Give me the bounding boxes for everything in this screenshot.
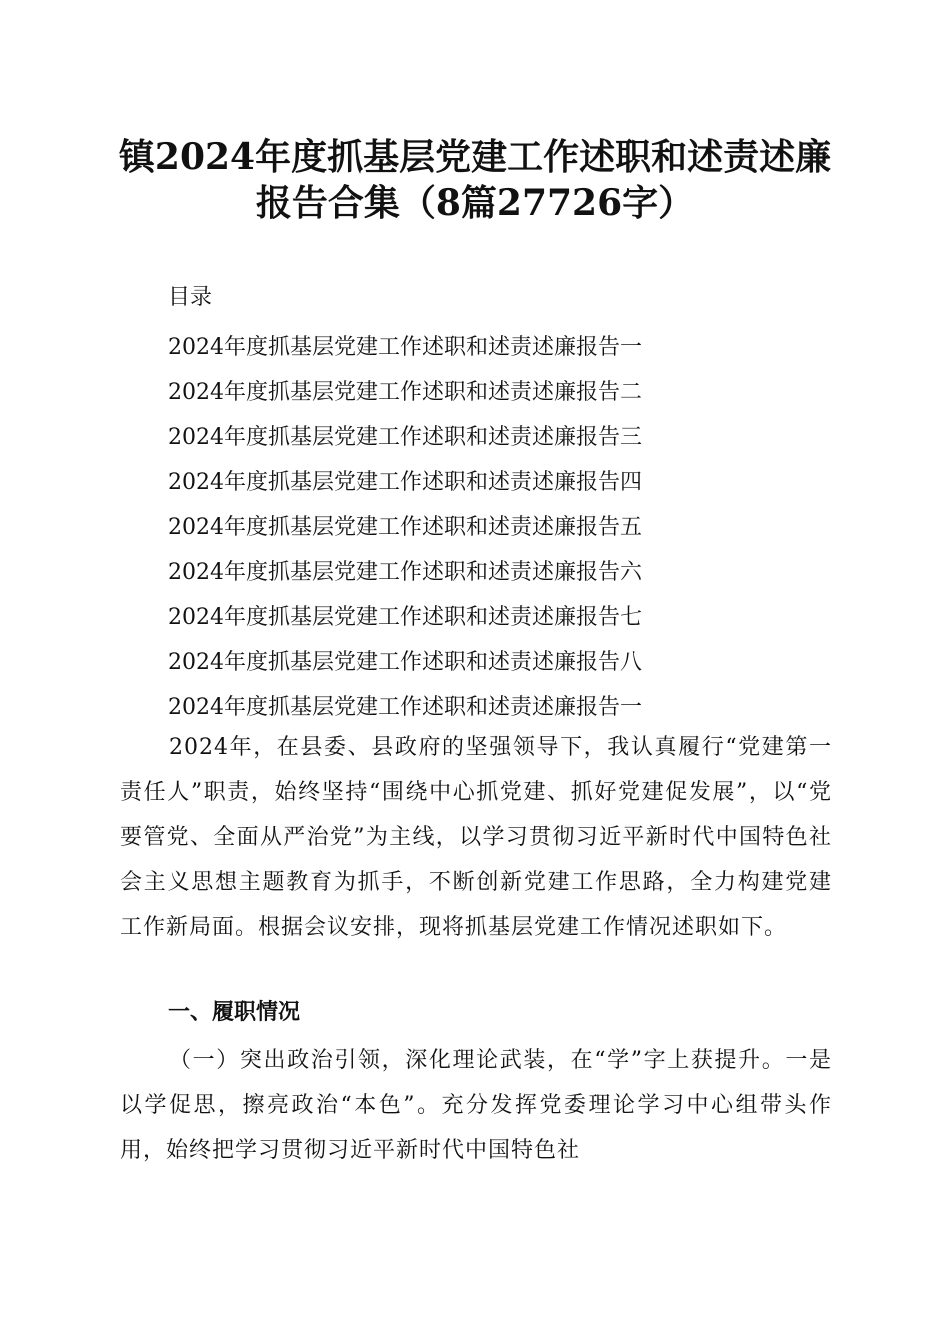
- toc-heading: 目录: [168, 285, 213, 310]
- toc-item: 2024年度抓基层党建工作述职和述责述廉报告二: [168, 380, 642, 405]
- toc-item: 2024年度抓基层党建工作述职和述责述廉报告五: [168, 515, 642, 540]
- document-title: [100, 134, 850, 226]
- title-line-2: 报告合集（8篇27726字）: [255, 182, 695, 224]
- toc-item: 2024年度抓基层党建工作述职和述责述廉报告七: [168, 605, 642, 630]
- table-of-contents: [168, 325, 642, 730]
- toc-item: 2024年度抓基层党建工作述职和述责述廉报告一: [168, 695, 642, 720]
- intro-paragraph: 2024年，在县委、县政府的坚强领导下，我认真履行“党建第一责任人”职责，始终坚持“围绕中心抓党建、抓好党建促发展”，以“党要管党、全面从严治党”为主线，以学习贯彻习近平新时代中国特色社会主义思想主题教育为抓手，不断创新党建工作思路，全力构建党建工作新局面。根据会议安排，现将抓基层党建工作情况述职如下。: [120, 735, 832, 940]
- toc-item: 2024年度抓基层党建工作述职和述责述廉报告一: [168, 335, 642, 360]
- toc-item: 2024年度抓基层党建工作述职和述责述廉报告六: [168, 560, 642, 585]
- section-paragraph: （一）突出政治引领，深化理论武装，在“学”字上获提升。一是以学促思，擦亮政治“本色”。充分发挥党委理论学习中心组带头作用，始终把学习贯彻习近平新时代中国特色社: [120, 1048, 832, 1163]
- toc-item: 2024年度抓基层党建工作述职和述责述廉报告三: [168, 425, 642, 450]
- section-heading: 一、履职情况: [168, 1000, 301, 1025]
- toc-item: 2024年度抓基层党建工作述职和述责述廉报告八: [168, 650, 642, 675]
- toc-item: 2024年度抓基层党建工作述职和述责述廉报告四: [168, 470, 642, 495]
- title-line-1: 镇2024年度抓基层党建工作述职和述责述廉: [118, 136, 832, 178]
